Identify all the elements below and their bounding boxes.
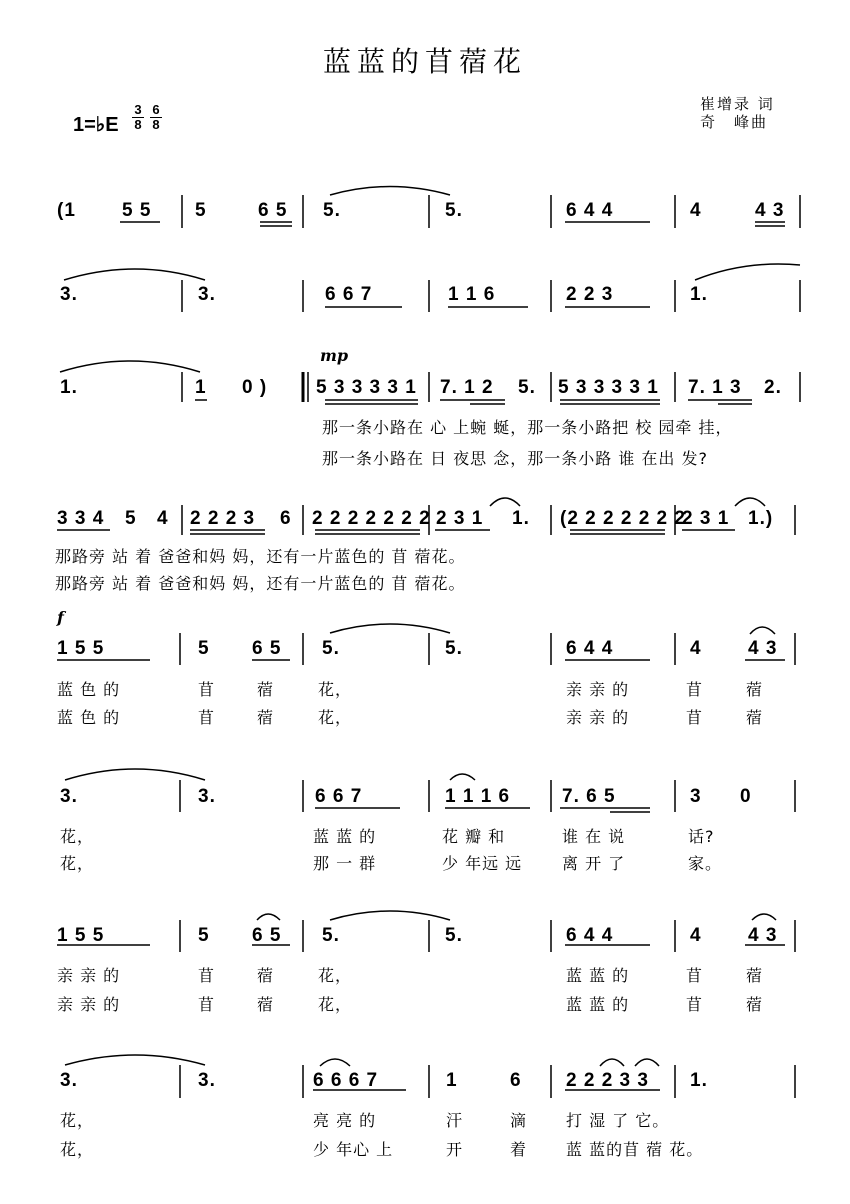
note-group: 6 5	[252, 925, 282, 946]
lyric-word: 亲 亲 的	[566, 708, 630, 727]
note-group: 1.	[60, 377, 78, 398]
lyric-word: 蓝 色 的	[57, 680, 121, 699]
song-title: 蓝蓝的苜蓿花	[322, 45, 527, 78]
lyric-word: 蓝 蓝 的	[566, 995, 630, 1014]
lyric-word: 苜	[686, 680, 704, 699]
note-group: 5	[195, 200, 207, 221]
note-group: 4	[690, 200, 702, 221]
note-group: 5.	[518, 377, 536, 398]
lyric-line: 那一条小路在 心 上蜿 蜒，那一条小路把 校 园牵 挂，	[322, 418, 733, 437]
note-group: 3.	[198, 284, 216, 305]
lyric-word: 话?	[688, 827, 715, 846]
lyric-word: 苜	[198, 995, 216, 1014]
note-group: 4 3	[748, 925, 778, 946]
lyric-word: 花，	[318, 995, 353, 1014]
note-group: 4 3	[748, 638, 778, 659]
note-group: 5	[125, 508, 137, 529]
note-group: 3.	[60, 284, 78, 305]
lyric-word: 蓝 色 的	[57, 708, 121, 727]
note-group: 3.	[60, 786, 78, 807]
note-group: 6 4 4	[566, 925, 614, 946]
lyric-word: 苜	[686, 708, 704, 727]
note-group: 2 3 1	[436, 508, 484, 529]
note-group: 6 6 7	[315, 786, 363, 807]
note-group: 5	[198, 638, 210, 659]
lyric-line: 那路旁 站 着 爸爸和妈 妈，还有一片蓝色的 苜 蓿花。	[55, 547, 466, 566]
lyric-word: 花，	[60, 854, 95, 873]
note-group: 4	[690, 925, 702, 946]
note-group: 7. 6 5	[562, 786, 616, 807]
note-group: 0	[740, 786, 752, 807]
lyric-word: 蓿	[257, 995, 275, 1014]
lyric-word: 蓿	[746, 966, 764, 985]
note-group: 2 2 2 2 2 2 2	[312, 508, 431, 529]
lyric-word: 少 年心 上	[313, 1140, 394, 1159]
note-group: 5	[198, 925, 210, 946]
note-group: 1.	[512, 508, 530, 529]
note-group: 6	[280, 508, 292, 529]
lyric-word: 谁 在 说	[562, 827, 626, 846]
lyric-word: 苜	[198, 966, 216, 985]
note-group: 3.	[198, 1070, 216, 1091]
lyric-line: 那路旁 站 着 爸爸和妈 妈，还有一片蓝色的 苜 蓿花。	[55, 574, 466, 593]
lyric-word: 苜	[686, 995, 704, 1014]
note-group: 4	[157, 508, 169, 529]
lyric-word: 亲 亲 的	[57, 966, 121, 985]
note-group: 4	[690, 638, 702, 659]
lyric-word: 花，	[318, 708, 353, 727]
lyric-word: 蓝 蓝的苜 蓿 花。	[566, 1140, 704, 1159]
note-group: 1 1 1 6	[445, 786, 511, 807]
lyric-word: 亮 亮 的	[313, 1111, 377, 1130]
note-group: 6 6 6 7	[313, 1070, 379, 1091]
lyric-word: 亲 亲 的	[566, 680, 630, 699]
lyric-word: 苜	[198, 708, 216, 727]
lyric-word: 开	[446, 1140, 464, 1159]
note-group: 2 2 3	[566, 284, 614, 305]
lyric-word: 滴	[510, 1111, 528, 1130]
lyric-word: 蓿	[746, 708, 764, 727]
note-group: 7. 1 2	[440, 377, 494, 398]
note-group: 1 1 6	[448, 284, 496, 305]
composer-credit: 奇 峰曲	[700, 113, 769, 131]
note-group: 1 5 5	[57, 925, 105, 946]
note-group: 4 3	[755, 200, 785, 221]
note-group: 1	[195, 377, 207, 398]
note-group: 7. 1 3	[688, 377, 742, 398]
note-group: 5.	[445, 925, 463, 946]
lyric-word: 苜	[198, 680, 216, 699]
lyric-word: 打 湿 了 它。	[566, 1111, 670, 1130]
dynamic-mp: mp	[320, 346, 349, 365]
note-group: 6 4 4	[566, 200, 614, 221]
time-signature-3-8: 3 8	[132, 104, 144, 131]
lyric-word: 花 瓣 和	[442, 827, 506, 846]
lyric-word: 着	[510, 1140, 528, 1159]
dynamic-f: f	[57, 608, 64, 627]
note-group: 3.	[60, 1070, 78, 1091]
note-group: (1	[57, 200, 76, 221]
lyric-word: 汗	[446, 1111, 464, 1130]
note-group: (2 2 2 2 2 2 2	[560, 508, 686, 529]
note-group: 5 3 3 3 3 1	[558, 377, 659, 398]
note-group: 5.	[322, 925, 340, 946]
lyric-word: 蓿	[746, 680, 764, 699]
note-group: 1.	[690, 284, 708, 305]
lyric-word: 少 年远 远	[442, 854, 523, 873]
lyric-word: 蓿	[257, 680, 275, 699]
note-group: 2 3 1	[682, 508, 730, 529]
note-group: 5 3 3 3 3 1	[316, 377, 417, 398]
lyric-word: 蓿	[257, 966, 275, 985]
note-group: 6 5	[258, 200, 288, 221]
note-group: 3.	[198, 786, 216, 807]
lyric-word: 苜	[686, 966, 704, 985]
note-group: 5.	[445, 638, 463, 659]
note-group: 5.	[323, 200, 341, 221]
note-group: 2 2 2 3 3	[566, 1070, 649, 1091]
lyric-word: 蓿	[746, 995, 764, 1014]
note-group: 5 5	[122, 200, 152, 221]
lyric-line: 那一条小路在 日 夜思 念，那一条小路 谁 在出 发?	[322, 449, 709, 468]
note-group: 3 3 4	[57, 508, 105, 529]
lyric-word: 亲 亲 的	[57, 995, 121, 1014]
note-group: 5.	[445, 200, 463, 221]
note-group: 6	[510, 1070, 522, 1091]
note-group: 1.	[690, 1070, 708, 1091]
lyric-word: 那 一 群	[313, 854, 377, 873]
lyric-word: 花，	[60, 1140, 95, 1159]
lyric-word: 离 开 了	[562, 854, 626, 873]
note-group: 3	[690, 786, 702, 807]
lyric-word: 花，	[318, 966, 353, 985]
time-signature-6-8: 6 8	[150, 104, 162, 131]
note-group: 1.)	[748, 508, 774, 529]
note-group: 2 2 2 3	[190, 508, 256, 529]
note-group: 1	[446, 1070, 458, 1091]
lyricist-credit: 崔增录 词	[700, 95, 775, 113]
note-group: 2.	[764, 377, 782, 398]
note-group: 6 5	[252, 638, 282, 659]
note-group: 6 4 4	[566, 638, 614, 659]
key-signature: 1=♭E	[73, 114, 119, 136]
lyric-word: 蓝 蓝 的	[566, 966, 630, 985]
note-group: 6 6 7	[325, 284, 373, 305]
lyric-word: 花，	[60, 827, 95, 846]
lyric-word: 蓿	[257, 708, 275, 727]
lyric-word: 蓝 蓝 的	[313, 827, 377, 846]
note-group: 5.	[322, 638, 340, 659]
note-group: 1 5 5	[57, 638, 105, 659]
lyric-word: 家。	[688, 854, 723, 873]
note-group: 0 )	[242, 377, 268, 398]
lyric-word: 花，	[318, 680, 353, 699]
lyric-word: 花，	[60, 1111, 95, 1130]
